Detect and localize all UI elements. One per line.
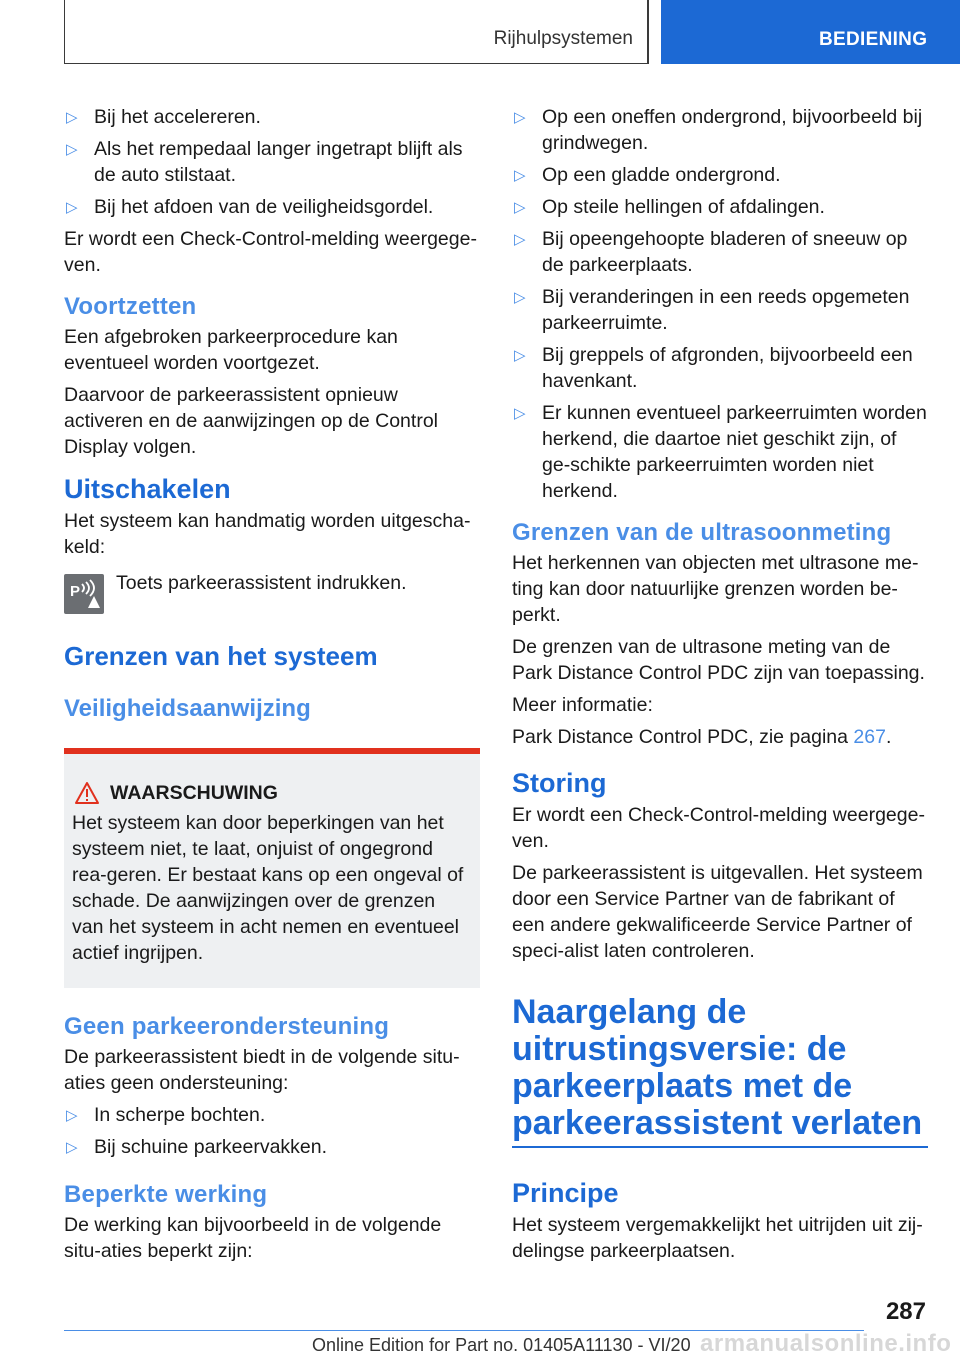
paragraph: Het systeem kan handmatig worden uitgescha-keld: [64, 510, 471, 558]
triangle-right-icon: ▷ [514, 289, 526, 306]
svg-text:P: P [70, 583, 81, 600]
heading-principe: Principe [512, 1178, 619, 1208]
right-column [512, 104, 928, 1270]
paragraph: Er wordt een Check-Control-melding weergege-ven. [512, 804, 925, 852]
list-item: ▷ Op een oneffen ondergrond, bijvoorbeeld bij grindwegen. [514, 106, 923, 154]
paragraph: De grenzen van de ultrasone meting van de Park Distance Control PDC zijn van toepassing. [512, 636, 925, 684]
left-column [64, 104, 480, 1270]
heading-ultrasoon: Grenzen van de ultrasoonmeting [512, 519, 892, 546]
page-link[interactable]: 267 [853, 726, 886, 748]
paragraph: De parkeerassistent biedt in de volgende situ-aties geen ondersteuning: [64, 1046, 460, 1094]
list-item: ▷ Bij het accelereren. [64, 104, 480, 130]
heading-storing: Storing [512, 768, 607, 798]
watermark: armanualsonline.info [700, 1330, 952, 1357]
paragraph: Het systeem vergemakkelijkt het uitrijden uit zij-delingse parkeerplaatsen. [512, 1214, 923, 1262]
header-section-box [661, 0, 960, 64]
heading-geen: Geen parkeerondersteuning [64, 1013, 390, 1040]
list-item: ▷ Bij het afdoen van de veiligheidsgordel. [64, 194, 480, 220]
triangle-right-icon: ▷ [66, 141, 78, 158]
list-item: ▷ Op een gladde ondergrond. [512, 162, 928, 188]
triangle-right-icon: ▷ [514, 109, 526, 126]
triangle-right-icon: ▷ [514, 167, 526, 184]
paragraph: De werking kan bijvoorbeeld in de volgende situ-aties beperkt zijn: [64, 1214, 442, 1262]
list-item: ▷ Bij greppels of afgronden, bijvoorbeeld een havenkant. [514, 344, 913, 392]
triangle-right-icon: ▷ [514, 199, 526, 216]
list-item: ▷ Als het rempedaal langer ingetrapt blijft als de auto stilstaat. [66, 138, 463, 186]
icon-instruction [64, 570, 480, 614]
list-item: ▷ Bij opeengehoopte bladeren of sneeuw op de parkeerplaats. [514, 228, 908, 276]
list-item: ▷ Op steile hellingen of afdalingen. [512, 194, 928, 220]
list-item: ▷ Er kunnen eventueel parkeerruimten worden herkend, die daartoe niet geschikt zijn, of ge-schikte parkeerruimten worden niet herkend. [514, 402, 927, 502]
warning-title: WAARSCHUWING [72, 780, 470, 806]
heading-grenzen: Grenzen van het systeem [64, 641, 378, 671]
footer-edition: Online Edition for Part no. 01405A11130 - VI/20 [312, 1335, 691, 1355]
header-section: BEDIENING [819, 29, 928, 50]
paragraph: Daarvoor de parkeerassistent opnieuw activeren en de aanwijzingen op de Control Display volgen. [64, 384, 438, 458]
bullet-list-top [64, 104, 480, 220]
triangle-right-icon: ▷ [66, 1139, 78, 1156]
paragraph: Meer informatie: [512, 694, 653, 716]
warning-box [64, 748, 480, 988]
triangle-right-icon: ▷ [514, 347, 526, 364]
header-chapter-box [64, 0, 649, 64]
triangle-right-icon: ▷ [66, 1107, 78, 1124]
triangle-right-icon: ▷ [66, 199, 78, 216]
list-item: ▷ Bij veranderingen in een reeds opgemeten parkeerruimte. [514, 286, 910, 334]
header-chapter: Rijhulpsystemen [493, 28, 633, 49]
warning-triangle-icon [74, 781, 100, 805]
warning-text: Het systeem kan door beperkingen van het systeem niet, te laat, onjuist of ongegrond rea-geren. Er bestaat kans op een ongeval of schade. De aanwijzingen over de grenzen van het systeem in acht nemen en eventueel actief ingrijpen. [72, 812, 464, 964]
triangle-right-icon: ▷ [514, 231, 526, 248]
page-number: 287 [885, 1298, 926, 1325]
list-item: ▷ Bij schuine parkeervakken. [64, 1134, 480, 1160]
triangle-right-icon: ▷ [514, 405, 526, 422]
heading-uitschakelen: Uitschakelen [64, 474, 231, 504]
paragraph-reference: Park Distance Control PDC, zie pagina 267. [512, 726, 892, 748]
paragraph: Het herkennen van objecten met ultrasone me-ting kan door natuurlijke grenzen worden be-perkt. [512, 552, 919, 626]
bullet-list-right [512, 104, 928, 504]
paragraph: Een afgebroken parkeerprocedure kan eventueel worden voortgezet. [64, 326, 398, 374]
icon-instruction-text: Toets parkeerassistent indrukken. [116, 572, 407, 594]
heading-beperkt: Beperkte werking [64, 1181, 268, 1208]
triangle-right-icon: ▷ [66, 109, 78, 126]
paragraph: De parkeerassistent is uitgevallen. Het systeem door een Service Partner van de fabrikant of een andere gekwalificeerde Service Partner of speci-alist laten controleren. [512, 862, 923, 962]
heading-big: Naargelang de uitrustingsversie: de parkeerplaats met de parkeerassistent verlaten [512, 994, 928, 1148]
paragraph: Er wordt een Check-Control-melding weergege-ven. [64, 228, 477, 276]
heading-voortzetten: Voortzetten [64, 293, 197, 320]
bullet-list-geen [64, 1102, 480, 1160]
list-item: ▷ In scherpe bochten. [64, 1102, 480, 1128]
park-assist-button-icon [64, 574, 104, 614]
heading-veiligheid: Veiligheidsaanwijzing [64, 695, 311, 722]
